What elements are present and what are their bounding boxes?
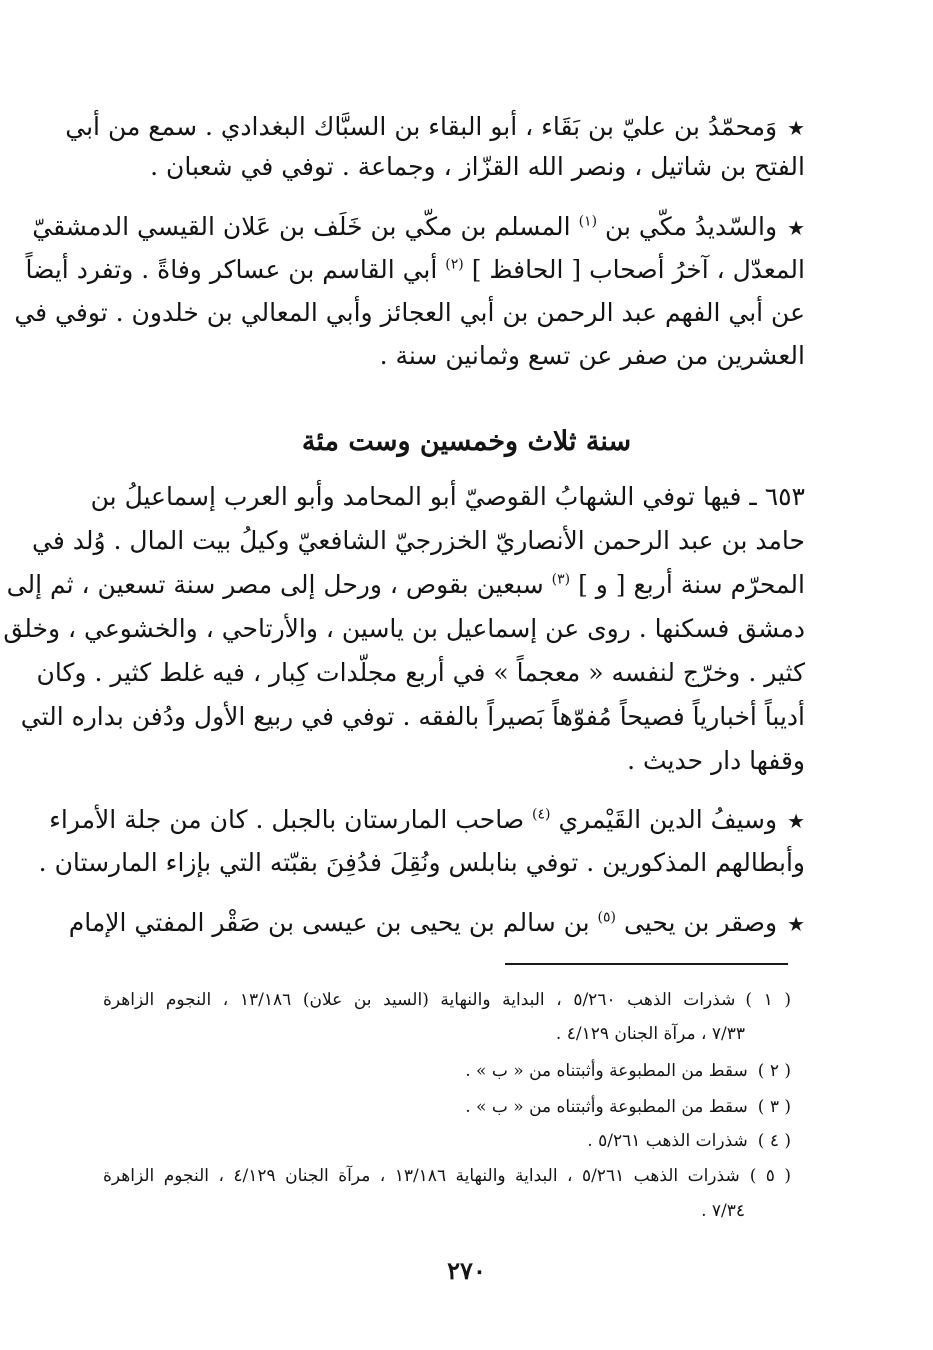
footnote: ( ٢ )سقط من المطبوعة وأثبتناه من « ب » .: [465, 1061, 791, 1081]
footnote-number: ( ١ ): [745, 990, 791, 1010]
footnote-number: ( ٤ ): [757, 1131, 791, 1151]
entry-line: أديباً أخبارياً فصيحاً مُفوّهاً بَصيراً بالفقه . توفي في ربيع الأول ودُفن بداره التي: [20, 702, 805, 731]
footnote-ref: (٢): [445, 256, 464, 273]
footnote: ( ١ )شذرات الذهب ٥/٢٦٠ ، البداية والنهاية (السيد بن علان) ١٣/١٨٦ ، النجوم الزاهرة: [103, 990, 791, 1010]
footnote-number: ( ٣ ): [757, 1097, 791, 1117]
entry-line: دمشق فسكنها . روى عن إسماعيل بن ياسين ، والأرتاحي ، والخشوعي ، وخلق: [3, 614, 805, 643]
star-marker-icon: ★: [787, 116, 805, 140]
entry-line: ★وَمحمّدُ بن عليّ بن بَقَاء ، أبو البقاء بن السبَّاك البغدادي . سمع من أبي: [65, 112, 805, 141]
entry-line: ٦٥٣ ـ فيها توفي الشهابُ القوصيّ أبو المحامد وأبو العرب إسماعيلُ بن: [90, 482, 805, 511]
page-number: ٢٧٠: [447, 1256, 486, 1285]
footnote-number: ( ٢ ): [757, 1061, 791, 1081]
entry-line: ★والسّديدُ مكّي بن $^{(١)}$ المسلم بن مكّي بن خَلَف بن عَلان القيسي الدمشقيّ: [32, 212, 805, 241]
footnote-ref: (٣): [551, 571, 571, 588]
footnote-divider: [505, 963, 788, 965]
entry-line: ★وصقر بن يحيى $^{(٥)}$ بن سالم بن يحيى بن عيسى بن صَقْر المفتي الإمام: [68, 908, 805, 937]
entry-line: وقفها دار حديث .: [627, 746, 805, 775]
footnote: ( ٤ )شذرات الذهب ٥/٢٦١ .: [587, 1131, 791, 1151]
year-heading: سنة ثلاث وخمسين وست مئة: [301, 426, 632, 457]
footnote: ( ٥ )شذرات الذهب ٥/٢٦١ ، البداية والنهاية ١٣/١٨٦ ، مرآة الجنان ٤/١٢٩ ، النجوم الزاهرة: [103, 1166, 791, 1186]
footnote-ref: (١): [578, 213, 598, 230]
entry-line: المعدّل ، آخرُ أصحاب [ الحافظ ] $^{(٢)}$ أبي القاسم بن عساكر وفاةً . وتفرد أيضاً: [25, 255, 805, 284]
footnote-continuation: ٧/٣٤ .: [701, 1201, 745, 1221]
footnote-continuation: ٧/٣٣ ، مرآة الجنان ٤/١٢٩ .: [555, 1024, 745, 1044]
star-marker-icon: ★: [787, 912, 805, 936]
footnote: ( ٣ )سقط من المطبوعة وأثبتناه من « ب » .: [465, 1097, 791, 1117]
footnote-ref: (٤): [532, 806, 551, 823]
star-marker-icon: ★: [787, 809, 805, 833]
entry-line: عن أبي الفهم عبد الرحمن بن أبي العجائز وأبي المعالي بن خلدون . توفي في: [14, 298, 805, 327]
star-marker-icon: ★: [787, 216, 805, 240]
entry-line: ★وسيفُ الدين القَيْمري $^{(٤)}$ صاحب المارستان بالجبل . كان من جلة الأمراء: [49, 805, 805, 834]
footnote-number: ( ٥ ): [749, 1166, 791, 1186]
entry-line: الفتح بن شاتيل ، ونصر الله القزّاز ، وجماعة . توفي في شعبان .: [150, 152, 805, 181]
entry-line: وأبطالهم المذكورين . توفي بنابلس ونُقِلَ فدُفِنَ بقبّته التي بإزاء المارستان .: [38, 848, 805, 877]
entry-line: كثير . وخرّج لنفسه « معجماً » في أربع مجلّدات كِبار ، فيه غلط كثير . وكان: [36, 658, 805, 687]
entry-line: العشرين من صفر عن تسع وثمانين سنة .: [379, 341, 805, 370]
footnote-ref: (٥): [597, 909, 616, 926]
entry-line: حامد بن عبد الرحمن الأنصاريّ الخزرجيّ الشافعيّ وكيلُ بيت المال . وُلد في: [32, 526, 805, 555]
entry-line: المحرّم سنة أربع [ و ] $^{(٣)}$ سبعين بقوص ، ورحل إلى مصر سنة تسعين ، ثم إلى: [6, 570, 805, 599]
